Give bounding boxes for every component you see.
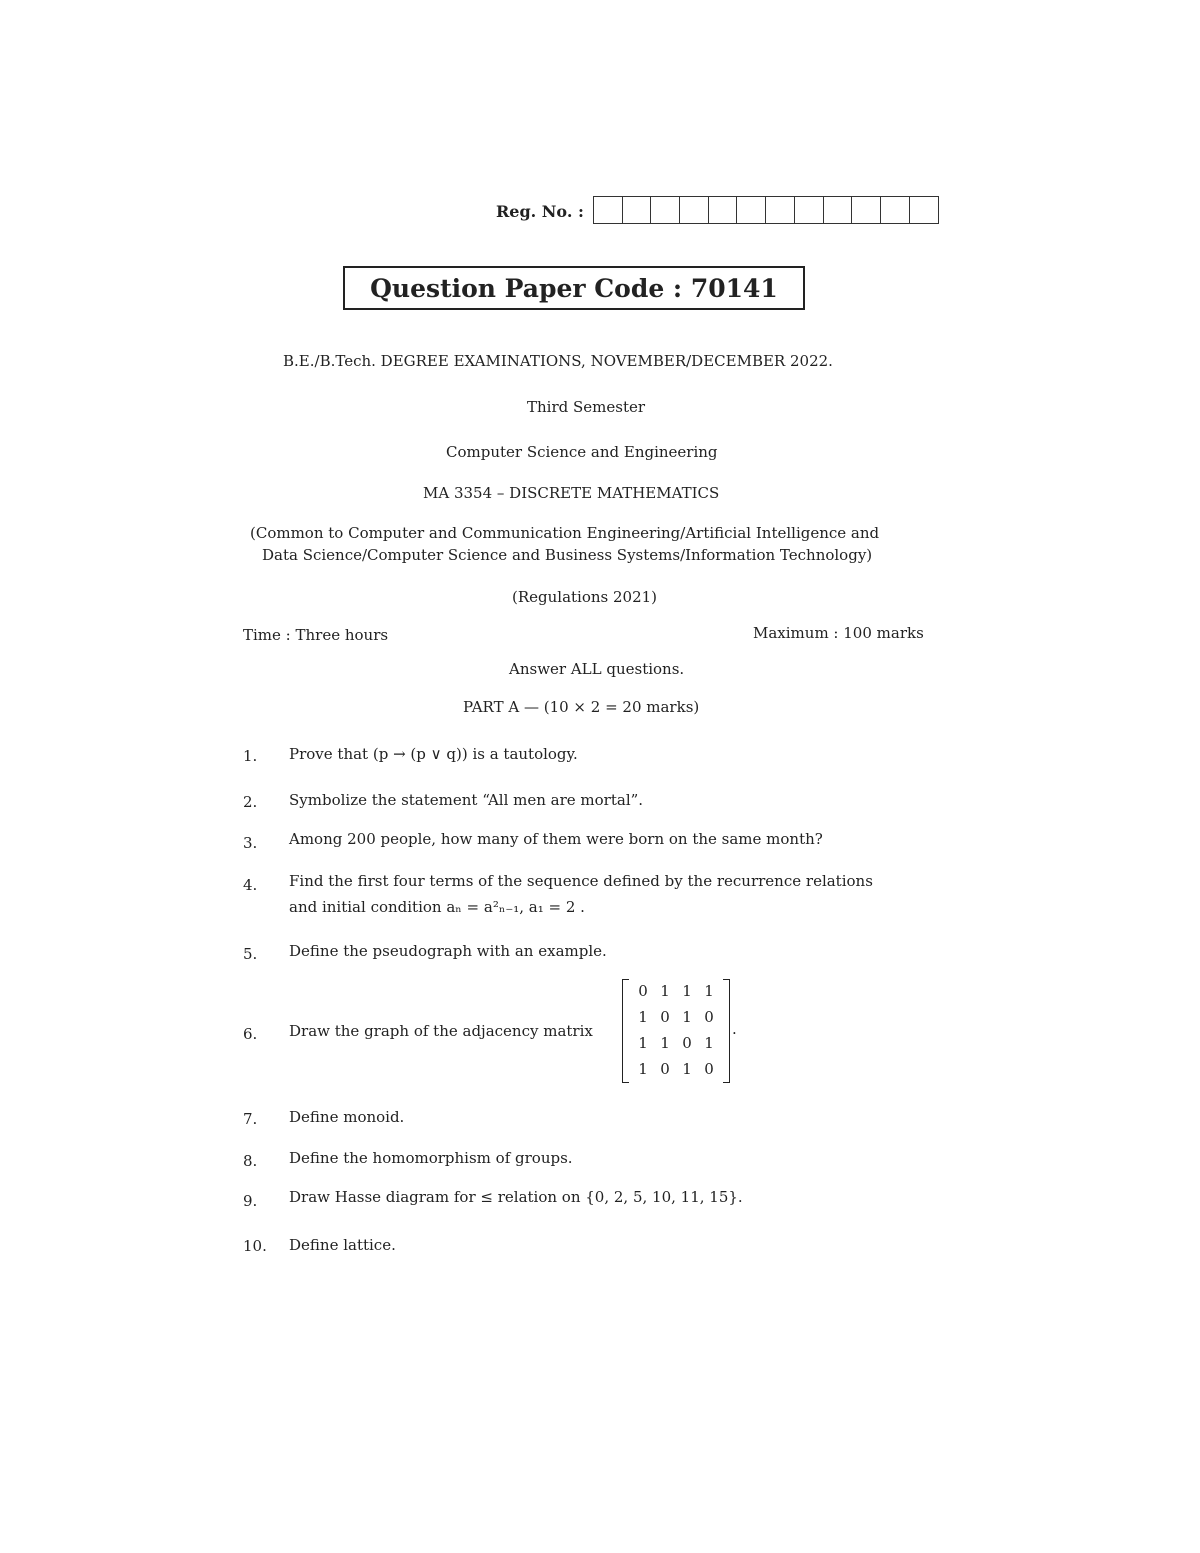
question-number: 7.	[243, 1110, 258, 1128]
question-text: Symbolize the statement “All men are mortal”.	[289, 791, 644, 809]
department: Computer Science and Engineering	[446, 443, 718, 461]
matrix-cell: 0	[660, 1008, 670, 1026]
question-number: 8.	[243, 1152, 258, 1170]
reg-no-label: Reg. No. :	[496, 202, 584, 221]
reg-no-box	[824, 197, 853, 223]
matrix-cell: 1	[638, 1034, 648, 1052]
common-to-line-2: Data Science/Computer Science and Business Systems/Information Technology)	[262, 546, 873, 564]
reg-no-box	[737, 197, 766, 223]
matrix-cell: 0	[704, 1060, 714, 1078]
regulations: (Regulations 2021)	[512, 588, 658, 606]
reg-no-boxes	[593, 196, 939, 224]
question-number: 9.	[243, 1192, 258, 1210]
question-number: 1.	[243, 747, 258, 765]
common-to-line-1: (Common to Computer and Communication Engineering/Artificial Intelligence and	[250, 524, 880, 542]
question-text: Find the first four terms of the sequence defined by the recurrence relations	[289, 872, 873, 890]
matrix-cells	[632, 982, 720, 1086]
question-number: 4.	[243, 876, 258, 894]
matrix-cell: 1	[682, 1060, 692, 1078]
question-text: Define the homomorphism of groups.	[289, 1149, 573, 1167]
matrix-cell: 1	[638, 1060, 648, 1078]
question-text: Among 200 people, how many of them were born on the same month?	[289, 830, 823, 848]
matrix-cell: 1	[704, 982, 714, 1000]
matrix-period: .	[732, 1020, 737, 1038]
question-text: Define the pseudograph with an example.	[289, 942, 607, 960]
reg-no-box	[651, 197, 680, 223]
matrix-cell: 0	[682, 1034, 692, 1052]
question-number: 2.	[243, 793, 258, 811]
paper-code-box	[343, 266, 805, 310]
exam-time: Time : Three hours	[243, 626, 389, 644]
matrix-cell: 1	[638, 1008, 648, 1026]
question-number: 3.	[243, 834, 258, 852]
part-a-heading: PART A — (10 × 2 = 20 marks)	[463, 698, 700, 716]
reg-no-box	[680, 197, 709, 223]
reg-no-box	[594, 197, 623, 223]
reg-no-box	[795, 197, 824, 223]
reg-no-box	[881, 197, 910, 223]
instruction: Answer ALL questions.	[509, 660, 685, 678]
question-text: Draw the graph of the adjacency matrix	[289, 1022, 593, 1040]
reg-no-box	[709, 197, 738, 223]
matrix-left-bracket	[622, 979, 629, 1083]
matrix-cell: 1	[704, 1034, 714, 1052]
max-marks: Maximum : 100 marks	[753, 624, 924, 642]
question-number: 6.	[243, 1025, 258, 1043]
reg-no-box	[623, 197, 652, 223]
reg-no-box	[766, 197, 795, 223]
matrix-cell: 0	[704, 1008, 714, 1026]
matrix-cell: 0	[638, 982, 648, 1000]
reg-no-box	[852, 197, 881, 223]
course-title: MA 3354 – DISCRETE MATHEMATICS	[423, 484, 720, 502]
matrix-cell: 0	[660, 1060, 670, 1078]
question-text: Draw Hasse diagram for ≤ relation on {0, 2, 5, 10, 11, 15}.	[289, 1188, 743, 1206]
question-number: 5.	[243, 945, 258, 963]
matrix-cell: 1	[660, 982, 670, 1000]
exam-title: B.E./B.Tech. DEGREE EXAMINATIONS, NOVEMBER/DECEMBER 2022.	[283, 352, 833, 370]
question-text: Prove that (p → (p ∨ q)) is a tautology.	[289, 745, 578, 763]
question-text-continued: and initial condition aₙ = a²ₙ₋₁, a₁ = 2 .	[289, 898, 585, 916]
question-text: Define monoid.	[289, 1108, 405, 1126]
semester: Third Semester	[527, 398, 646, 416]
paper-code: Question Paper Code : 70141	[370, 273, 778, 303]
reg-no-box	[910, 197, 939, 223]
matrix-cell: 1	[682, 982, 692, 1000]
adjacency-matrix	[622, 979, 730, 1083]
question-text: Define lattice.	[289, 1236, 396, 1254]
question-number: 10.	[243, 1237, 267, 1255]
matrix-cell: 1	[660, 1034, 670, 1052]
matrix-cell: 1	[682, 1008, 692, 1026]
matrix-right-bracket	[723, 979, 730, 1083]
